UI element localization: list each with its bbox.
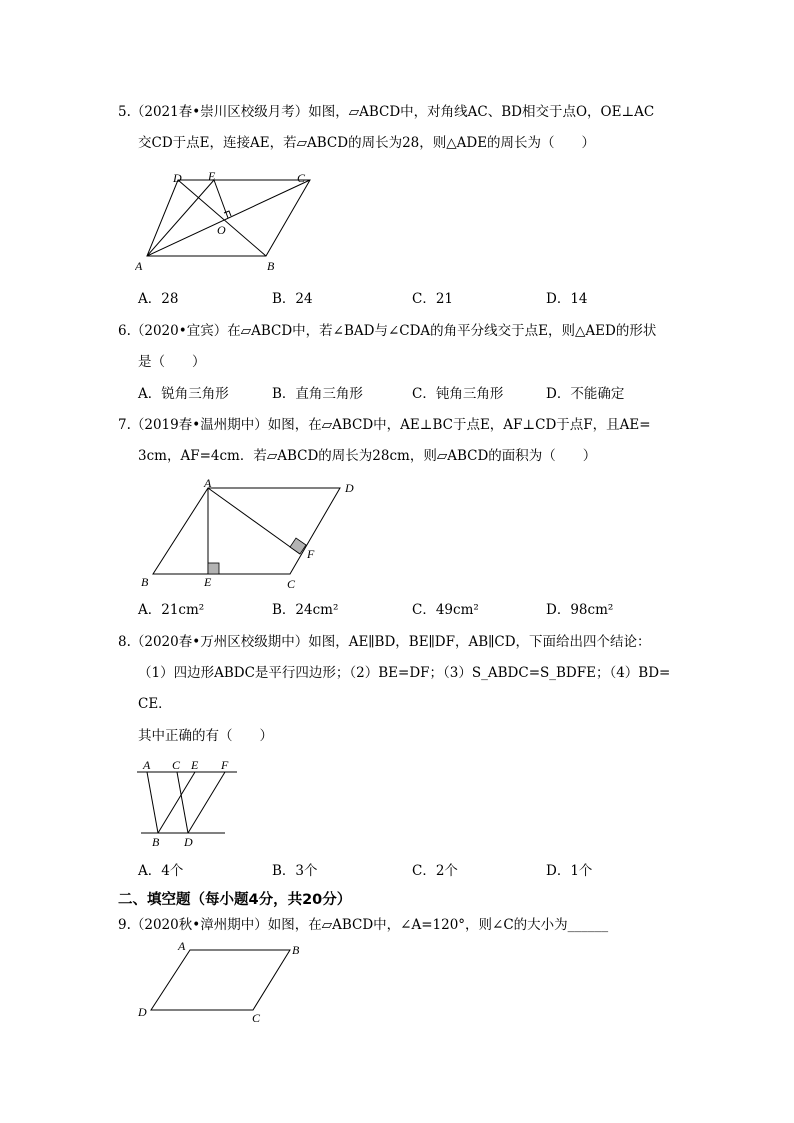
q6-text-line2: 是（ ） [138, 354, 206, 370]
q6-option-c: C．钝角三角形 [412, 386, 504, 402]
q9-label-c: C [252, 1011, 261, 1025]
q7-label-b: B [141, 575, 149, 589]
q6-text-line1: 6.（2020•宜宾）在▱ABCD中，若∠BAD与∠CDA的角平分线交于点E，则△AED的形状 [118, 323, 657, 339]
q7-altitude-af [208, 488, 300, 554]
section-heading-fill-in: 二、填空题（每小题4分，共20分） [118, 892, 352, 908]
q9-label-b: B [292, 943, 300, 957]
q5-text-line2: 交CD于点E，连接AE，若▱ABCD的周长为28，则△ADE的周长为（ ） [138, 135, 596, 151]
q5-label-b: B [267, 259, 275, 273]
q5-label-e: E [208, 169, 216, 183]
q5-diagonal-bd [178, 180, 266, 256]
q6-option-a: A．锐角三角形 [138, 386, 229, 402]
q7-label-a: A [204, 476, 212, 490]
q5-segment-ae [147, 180, 214, 256]
q5-option-c: C．21 [412, 291, 454, 307]
q7-figure [135, 474, 365, 592]
q8-label-c: C [172, 758, 181, 772]
q9-label-d: D [138, 1005, 147, 1019]
q8-option-a: A．4个 [138, 863, 184, 879]
q6-option-b: B．直角三角形 [272, 386, 363, 402]
q8-text-line4: 其中正确的有（ ） [138, 728, 273, 744]
q8-label-d: D [184, 835, 193, 849]
q8-label-b: B [152, 835, 160, 849]
q7-option-b: B．24cm² [272, 602, 339, 618]
q7-label-f: F [307, 547, 315, 561]
q5-label-a: A [135, 259, 143, 273]
q8-segment-eb [158, 772, 195, 833]
q8-text-line3: CE． [138, 696, 172, 712]
q7-parallelogram [153, 488, 340, 574]
q8-option-d: D．1个 [546, 863, 593, 879]
q5-option-b: B．24 [272, 291, 313, 307]
q8-text-line2: （1）四边形ABDC是平行四边形；（2）BE=DF；（3）S_ABDC=S_BDFE；（4）BD= [138, 665, 671, 681]
q9-figure [135, 938, 305, 1026]
q7-option-a: A．21cm² [138, 602, 205, 618]
q7-option-d: D．98cm² [546, 602, 614, 618]
q9-parallelogram [151, 950, 290, 1010]
q5-label-c: C [297, 171, 306, 185]
q9-text-line1: 9.（2020秋•漳州期中）如图，在▱ABCD中，∠A=120°，则∠C的大小为______ [118, 917, 609, 933]
q7-option-c: C．49cm² [412, 602, 479, 618]
q8-label-f: F [221, 758, 229, 772]
q7-text-line1: 7.（2019春•温州期中）如图，在▱ABCD中，AE⊥BC于点E，AF⊥CD于点F，且AE= [118, 417, 651, 433]
q5-label-d: D [173, 171, 182, 185]
q8-label-a: A [143, 758, 151, 772]
q7-right-angle-e [208, 563, 219, 574]
q8-option-c: C．2个 [412, 863, 458, 879]
q5-option-d: D．14 [546, 291, 588, 307]
q5-figure [135, 168, 335, 276]
q7-label-d: D [345, 481, 354, 495]
q8-label-e: E [191, 758, 199, 772]
q7-text-line2: 3cm，AF=4cm．若▱ABCD的周长为28cm，则▱ABCD的面积为（ ） [138, 448, 597, 464]
q7-label-e: E [204, 575, 212, 589]
q5-option-a: A．28 [138, 291, 179, 307]
q8-segment-ab [147, 772, 158, 833]
q8-segment-cd [177, 772, 188, 833]
q7-label-c: C [287, 577, 296, 591]
q8-segment-fd [188, 772, 225, 833]
q5-diagonal-ac [147, 180, 310, 256]
q8-text-line1: 8.（2020春•万州区校级期中）如图，AE∥BD，BE∥DF，AB∥CD，下面给出四个结论： [118, 634, 651, 650]
q6-option-d: D．不能确定 [546, 386, 625, 402]
q9-label-a: A [178, 939, 186, 953]
q5-label-o: O [217, 223, 226, 237]
q8-option-b: B．3个 [272, 863, 318, 879]
q8-figure [135, 754, 245, 850]
q5-text-line1: 5.（2021春•崇川区校级月考）如图，▱ABCD中，对角线AC、BD相交于点O，OE⊥AC [118, 104, 655, 120]
